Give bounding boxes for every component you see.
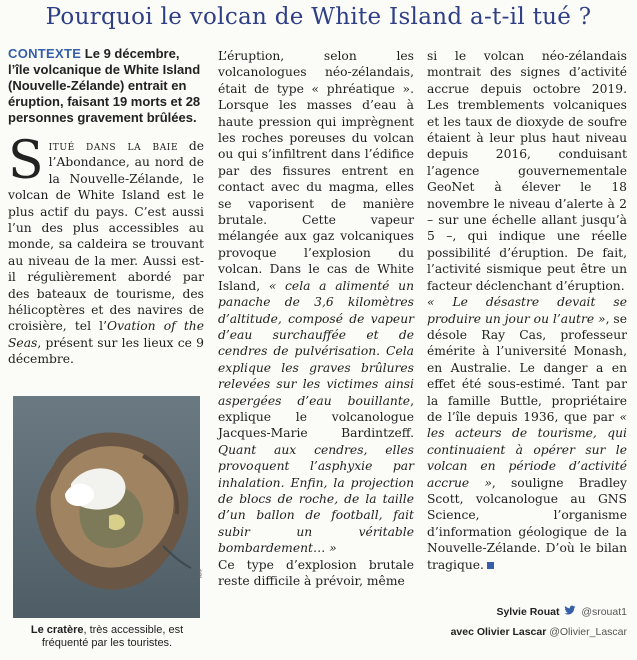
col2-paragraph-1 [218, 48, 414, 557]
col3-paragraph-1: si le volcan néo-zélandais montrait des signes d’activité accrue depuis octobre 2019. Les tremblements volcaniques et les taux de dioxyde de soufre étaient à leur plus haut niveau depuis 2016, conduisant l’agence gouvernementale GeoNet à élever le 18 novembre le niveau d’alerte à 2 – sur une échelle allant jusqu’à 5 –, qui indique une réelle possibilité d’éruption. De fait, l’activité sismique peut être un facteur déclenchant d’éruption. [427, 49, 627, 293]
caption-bold: Le cratère [30, 624, 84, 636]
intro-paragraph [8, 46, 204, 126]
col3-paragraph-2 [427, 294, 627, 573]
col2-text: L’éruption, selon les volcanologues néo-zélandais, était de type « phréatique ». Lorsque les masses d’eau à haute pression qui imprègnent les roches poreuses du volcan ou qui s’infiltrent dans l’édifice par des fissures entrent en contact avec du magma, elles se vaporisent de manière brutale. Cette vapeur mélangée aux gaz volcaniques provoque l’explosion du volcan. Dans le cas de White Island, [218, 49, 414, 293]
quote-tourism: « les acteurs de tourisme, qui continuaient à opérer sur le volcan en période d’activité accrue » [427, 409, 627, 490]
col1-body: de l’Abondance, au nord de la Nouvelle-Zélande, le volcan de White Island est le plus actif du pays. C’est aussi l’un des plus accessibles au monde, sa caldeira se trouvant au niveau de la mer. Aussi est-il régulièrement abordé par des bateaux de tourisme, des hélicoptères et des navires de croisière, tel l’ [8, 139, 204, 334]
column-1 [8, 46, 204, 368]
kicker-label: CONTEXTE [8, 46, 82, 61]
photo-credit: AFP [198, 568, 204, 578]
end-mark [487, 562, 494, 569]
column-3 [427, 48, 627, 573]
drop-cap: S [8, 131, 44, 191]
lead-smallcaps: itué dans la baie [48, 139, 179, 153]
quote-bardintzeff-1: « cela a alimenté un panache de 3,6 kilomètres d’altitude, composé de vapeur d’eau surchauffée et de cendres de pulvérisation. Cela explique les graves brûlures relevées sur les victimes ainsi aspergées d’eau bouillante [218, 278, 414, 408]
col2-paragraph-2: Ce type d’explosion brutale reste difficile à prévoir, même [218, 557, 414, 588]
column-2 [218, 48, 414, 589]
quote-bardintzeff-2: Quant aux cendres, elles provoquent l’asphyxie par inhalation. Enfin, la projection de blocs de roche, de la taille d’un ballon de football, fait subir un véritable bombardement… » [218, 442, 414, 556]
ship-name: Ovation of the Seas [8, 319, 204, 350]
island-illustration [13, 396, 200, 618]
author-2: Olivier Lascar [476, 626, 547, 638]
col3-text-b: , souligne Bradley Scott, volcanologue au GNS Science, l’organisme d’information géologique de la Nouvelle-Zélande. D’où le bilan tragique. [427, 475, 627, 572]
handle-1[interactable]: @srouat1 [581, 606, 627, 618]
intro-text: Le 9 décembre, l’île volcanique de White Island (Nouvelle-Zélande) entrait en éruption, faisant 19 morts et 28 personnes gravement brûlées. [8, 46, 201, 125]
volcano-photo [13, 396, 200, 618]
author-1: Sylvie Rouat [496, 606, 560, 618]
twitter-icon [564, 605, 576, 616]
signature-2 [451, 626, 627, 638]
signature-prefix: avec [450, 626, 474, 638]
col3-text-a: , se désole Ray Cas, professeur émérite à l’université Monash, en Australie. Le danger a en effet été sous-estimé. Tant par la famille Buttle, propriétaire de l’île depuis 1936, que par [427, 311, 628, 424]
quote-ray-cas: « Le désastre devait se produire un jour ou l’autre » [427, 295, 627, 326]
col1-paragraph [8, 131, 204, 368]
handle-2[interactable]: @Olivier_Lascar [549, 626, 627, 638]
col1-tail: , présent sur les lieux ce 9 décembre. [8, 335, 204, 367]
quote-attribution: , explique le volcanologue Jacques-Marie Bardintzeff. [218, 393, 414, 441]
signature-1 [496, 605, 627, 618]
caption-rest: , très accessible, est fréquenté par les touristes. [41, 624, 184, 649]
article-title: Pourquoi le volcan de White Island a-t-il tué ? [45, 4, 592, 30]
photo-caption [8, 624, 206, 650]
